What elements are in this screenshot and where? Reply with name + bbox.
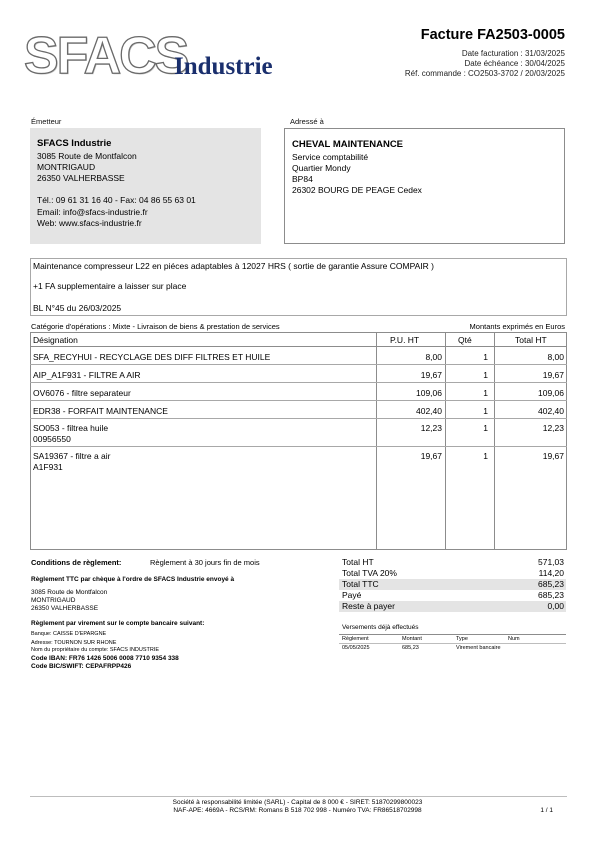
row-qty: 1: [483, 370, 488, 380]
row-qty: 1: [483, 423, 488, 433]
total-value: 0,00: [547, 601, 564, 611]
conditions-value: Règlement à 30 jours fin de mois: [150, 558, 260, 567]
total-value: 571,03: [538, 557, 564, 567]
row-designation-sub: 00956550: [33, 434, 71, 444]
row-pu: 8,00: [425, 352, 442, 362]
cheque-address2: MONTRIGAUD: [31, 597, 76, 604]
total-tva-row: [339, 568, 566, 579]
row-qty: 1: [483, 406, 488, 416]
row-divider: [30, 364, 567, 365]
emitter-name: SFACS Industrie: [37, 138, 112, 149]
recipient-line3: BP84: [292, 174, 313, 184]
footer-line2: NAF-APE: 4669A - RCS/RM: Romans B 518 702 998 - Numéro TVA: FR86518702998: [173, 807, 422, 814]
currency-note: Montants exprimés en Euros: [469, 322, 565, 331]
row-total: 12,23: [542, 423, 564, 433]
row-divider: [30, 446, 567, 447]
row-designation: OV6076 - filtre separateur: [33, 388, 131, 398]
total-value: 114,20: [538, 568, 564, 578]
header-total: Total HT: [515, 335, 547, 345]
iban: Code IBAN: FR76 1426 5006 0008 7710 9354 338: [31, 655, 179, 662]
versements-rule: [339, 643, 566, 644]
row-total: 402,40: [538, 406, 564, 416]
row-pu: 12,23: [420, 423, 442, 433]
invoice-title: Facture FA2503-0005: [420, 27, 565, 43]
total-value: 685,23: [538, 579, 564, 589]
footer-line1: Société à responsabilité limitée (SARL) - Capital de 8 000 € - SIRET: 51870299800023: [172, 799, 423, 806]
row-qty: 1: [483, 352, 488, 362]
row-designation: EDR38 - FORFAIT MAINTENANCE: [33, 406, 168, 416]
total-label: Reste à payer: [342, 601, 395, 611]
cheque-address3: 26350 VALHERBASSE: [31, 605, 99, 612]
cheque-address1: 3085 Route de Montfalcon: [31, 589, 108, 596]
emitter-address3: 26350 VALHERBASSE: [37, 173, 125, 183]
total-label: Total TTC: [342, 579, 379, 589]
table-header-divider: [30, 346, 567, 347]
row-designation: SA19367 - filtre a air: [33, 451, 111, 461]
row-designation: AIP_A1F931 - FILTRE A AIR: [33, 370, 141, 380]
ref-commande: Réf. commande : CO2503-3702 / 20/03/2025: [404, 69, 565, 78]
total-label: Total HT: [342, 557, 374, 567]
bic: Code BIC/SWIFT: CEPAFRPP426: [31, 663, 132, 670]
row-total: 109,06: [538, 388, 564, 398]
row-total: 19,67: [542, 370, 564, 380]
object-line2: +1 FA supplementaire a laisser sur place: [33, 281, 187, 291]
emitter-address2: MONTRIGAUD: [37, 162, 96, 172]
total-label: Total TVA 20%: [342, 568, 397, 578]
paid-row: [339, 590, 566, 601]
emitter-web[interactable]: Web: www.sfacs-industrie.fr: [37, 218, 142, 228]
row-divider: [30, 400, 567, 401]
header-qty: Qté: [458, 335, 472, 345]
object-line1: Maintenance compresseur L22 en piéces adaptables à 12027 HRS ( sortie de garantie Assure COMPAIR ): [33, 261, 434, 271]
versement-date: 05/05/2025: [342, 645, 370, 651]
recipient-label: Adressé à: [290, 117, 324, 126]
row-qty: 1: [483, 388, 488, 398]
invoice-object-box: [30, 258, 567, 316]
footer-divider: [30, 796, 567, 797]
recipient-name: CHEVAL MAINTENANCE: [292, 139, 404, 150]
row-pu: 19,67: [420, 451, 442, 461]
versements-header-reglement: Règlement: [342, 636, 369, 642]
date-facturation: Date facturation : 31/03/2025: [461, 49, 565, 58]
recipient-line1: Service comptabilité: [292, 152, 369, 162]
row-qty: 1: [483, 451, 488, 461]
logo-sfacs: SFACS: [24, 27, 188, 85]
transfer-title: Règlement par virement sur le compte bancaire suivant:: [31, 620, 205, 627]
recipient-line4: 26302 BOURG DE PEAGE Cedex: [292, 185, 422, 195]
row-designation: SO053 - filtrea huile: [33, 423, 109, 433]
recipient-box: [284, 128, 565, 244]
row-pu: 19,67: [420, 370, 442, 380]
versements-header-type: Type: [456, 636, 468, 642]
recipient-line2: Quartier Mondy: [292, 163, 351, 173]
total-value: 685,23: [538, 590, 564, 600]
row-designation-sub: A1F931: [33, 462, 63, 472]
operation-category: Catégorie d'opérations : Mixte - Livraison de biens & prestation de services: [31, 322, 280, 331]
row-divider: [30, 418, 567, 419]
versements-rule: [339, 634, 566, 635]
row-divider: [30, 382, 567, 383]
row-pu: 402,40: [416, 406, 442, 416]
emitter-address1: 3085 Route de Montfalcon: [37, 151, 137, 161]
header-pu: P.U. HT: [390, 335, 420, 345]
object-line3: BL N°45 du 26/03/2025: [33, 303, 122, 313]
bank-name: Banque: CAISSE D'EPARGNE: [31, 631, 107, 637]
emitter-phone: Tél.: 09 61 31 16 40 - Fax: 04 86 55 63 01: [37, 195, 196, 205]
account-holder: Nom du propriétaire du compte: SFACS INDUSTRIE: [31, 647, 160, 653]
row-pu: 109,06: [416, 388, 442, 398]
total-label: Payé: [342, 590, 362, 600]
versement-amount: 685,23: [402, 645, 419, 651]
row-total: 8,00: [547, 352, 564, 362]
versements-header-num: Num: [508, 636, 520, 642]
row-designation: SFA_RECYHUI - RECYCLAGE DES DIFF FILTRES ET HUILE: [33, 352, 271, 362]
page-number: 1 / 1: [540, 807, 553, 814]
versements-header-montant: Montant: [402, 636, 422, 642]
versement-type: Virement bancaire: [456, 645, 501, 651]
total-ttc-row: [339, 579, 566, 590]
logo-industrie: Industrie: [174, 53, 273, 80]
row-total: 19,67: [542, 451, 564, 461]
remaining-row: [339, 601, 566, 612]
emitter-box: [30, 128, 261, 244]
conditions-label: Conditions de règlement:: [31, 558, 122, 567]
versements-title: Versements déjà effectués: [342, 624, 419, 631]
emitter-label: Émetteur: [31, 117, 62, 126]
header-designation: Désignation: [33, 335, 78, 345]
bank-address: Adresse: TOURNON SUR RHONE: [31, 640, 117, 646]
cheque-title: Règlement TTC par chèque à l'ordre de SFACS Industrie envoyé à: [31, 576, 235, 583]
date-echeance: Date échéance : 30/04/2025: [464, 59, 565, 68]
emitter-email[interactable]: Email: info@sfacs-industrie.fr: [37, 207, 148, 217]
total-ht-row: [339, 557, 566, 568]
